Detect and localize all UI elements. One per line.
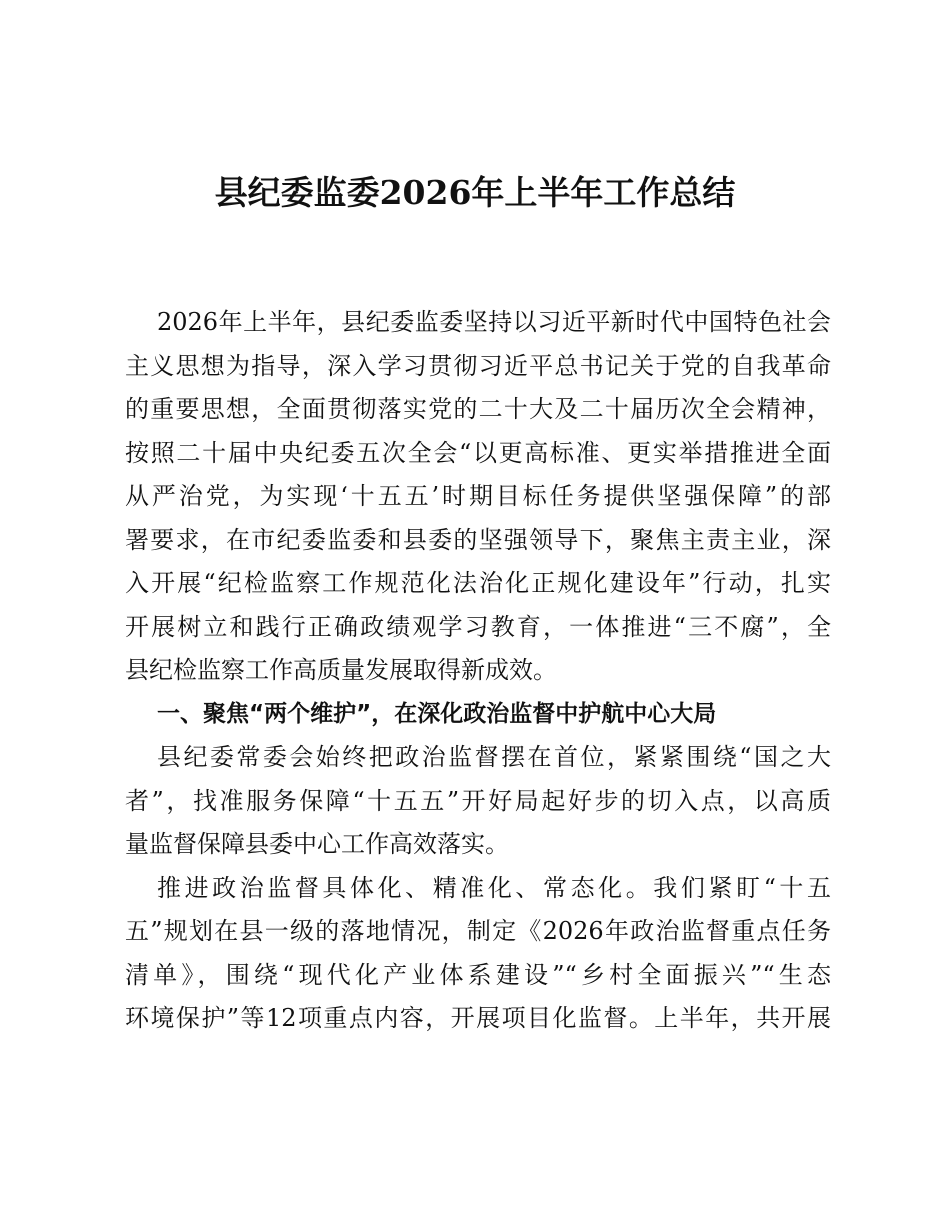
section-heading-1 <box>125 693 831 737</box>
document-title: 县纪委监委2026年上半年工作总结 <box>214 173 736 212</box>
text-line: 清单》，围绕“现代化产业体系建设”“乡村全面振兴”“生态 <box>125 960 831 989</box>
text-line: 2026年上半年，县纪委监委坚持以习近平新时代中国特色社会 <box>157 308 831 336</box>
text-line: 从严治党，为实现‘十五五’时期目标任务提供坚强保障”的部 <box>125 482 831 510</box>
text-line: 环境保护”等12项重点内容，开展项目化监督。上半年，共开展 <box>125 1004 831 1032</box>
paragraph-political-supervision <box>125 736 831 867</box>
text-line: 署要求，在市纪委监委和县委的坚强领导下，聚焦主责主业，深 <box>125 525 831 554</box>
text-line: 五”规划在县一级的落地情况，制定《2026年政治监督重点任务 <box>125 917 831 945</box>
text-line: 县纪检监察工作高质量发展取得新成效。 <box>125 656 557 684</box>
text-line: 县纪委常委会始终把政治监督摆在首位，紧紧围绕“国之大 <box>157 743 831 771</box>
text-line: 开展树立和践行正确政绩观学习教育，一体推进“三不腐”，全 <box>125 612 831 641</box>
text-line: 入开展“纪检监察工作规范化法治化正规化建设年”行动，扎实 <box>125 569 831 597</box>
text-line: 量监督保障县委中心工作高效落实。 <box>125 830 509 858</box>
paragraph-intro <box>125 301 831 693</box>
text-line: 主义思想为指导，深入学习贯彻习近平总书记关于党的自我革命 <box>125 351 831 380</box>
text-line: 按照二十届中央纪委五次全会“以更高标准、更实举措推进全面 <box>125 438 831 467</box>
text-line: 者”，找准服务保障“十五五”开好局起好步的切入点，以高质 <box>125 786 831 815</box>
section-heading-text: 一、聚焦“两个维护”，在深化政治监督中护航中心大局 <box>157 700 717 727</box>
text-line: 推进政治监督具体化、精准化、常态化。我们紧盯“十五 <box>157 873 831 902</box>
paragraph-specific-supervision <box>125 867 831 1041</box>
document-body <box>125 301 831 1041</box>
text-line: 的重要思想，全面贯彻落实党的二十大及二十届历次全会精神， <box>125 395 831 423</box>
